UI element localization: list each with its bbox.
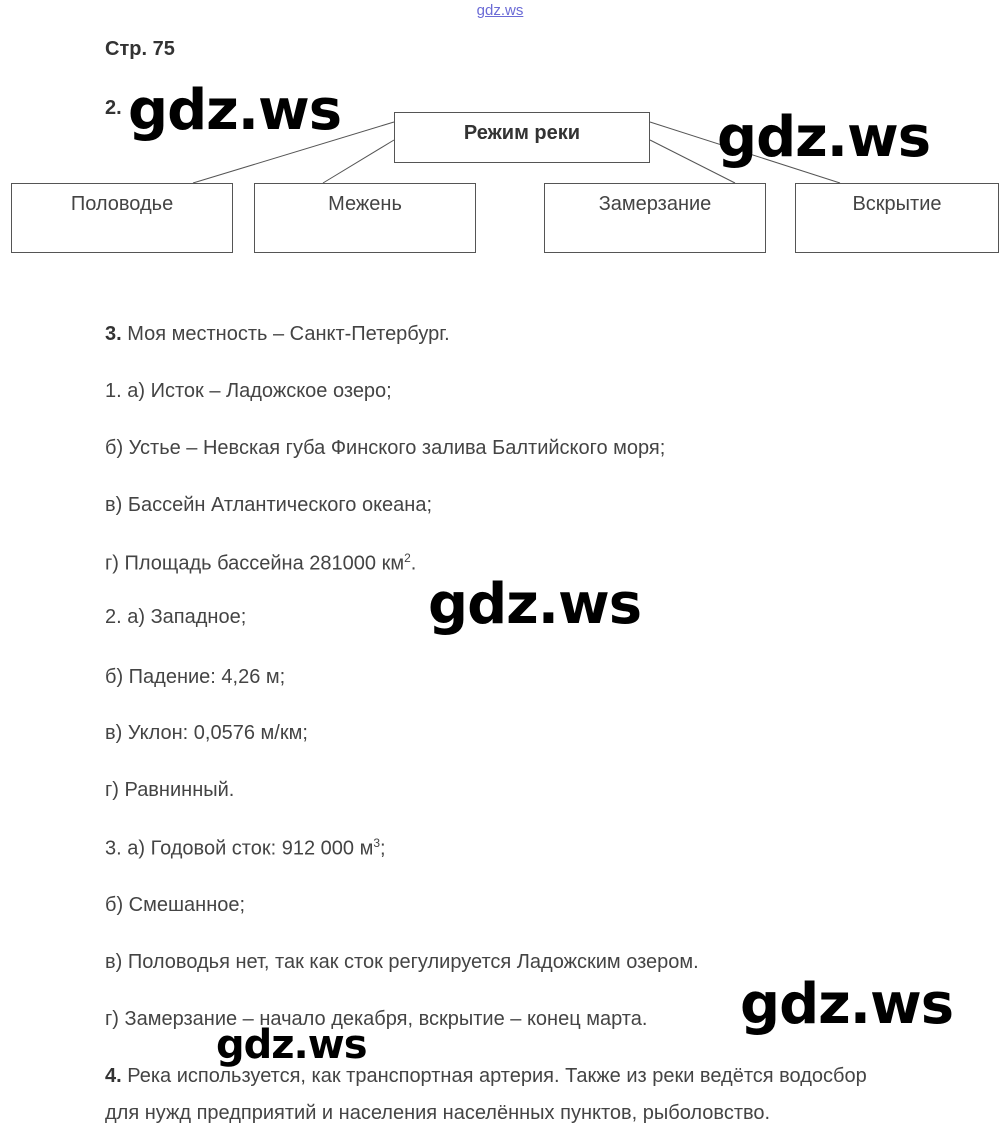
q3-3a: 3. а) Годовой сток: 912 000 м [105,837,374,860]
watermark-5: gdz.ws [216,1022,367,1068]
q3-intro-line [105,323,450,346]
q3-3d: г) Замерзание – начало декабря, вскрытие – конец марта. [105,1008,648,1030]
watermark-4: gdz.ws [740,972,954,1037]
diagram-box-polovodye: Половодье [11,183,233,253]
q3-1d-line [105,551,416,576]
diagram-box-zamerzanie: Замерзание [544,183,766,253]
connector-2 [323,140,394,183]
question-3-number: 3. [105,323,122,345]
q3-1b: б) Устье – Невская губа Финского залива Балтийского моря; [105,437,666,459]
q3-3a-end: ; [380,837,386,860]
watermark-2: gdz.ws [717,105,931,170]
diagram-root-box: Режим реки [394,112,650,163]
q3-1c: в) Бассейн Атлантического океана; [105,494,433,516]
diagram-box-vskrytie: Вскрытие [795,183,999,253]
q3-intro: Моя местность – Санкт-Петербург. [127,323,450,345]
watermark-3: gdz.ws [428,572,642,637]
diagram-box-mezhen: Межень [254,183,476,253]
q3-3c: в) Половодья нет, так как сток регулируется Ладожским озером. [105,951,699,973]
q3-3a-line [105,836,386,861]
q3-2c: в) Уклон: 0,0576 м/км; [105,722,308,744]
q3-1d-end: . [410,552,417,575]
q3-3a-sup: 3 [373,836,381,850]
page-number: Стр. 75 [105,38,175,60]
q3-1a: 1. а) Исток – Ладожское озеро; [105,380,392,402]
q3-2b: б) Падение: 4,26 м; [105,666,286,688]
q3-3b: б) Смешанное; [105,894,246,916]
question-4-number: 4. [105,1065,122,1087]
q4-line-1 [105,1065,867,1088]
q3-1d: г) Площадь бассейна 281000 км [105,552,405,575]
q4-line-2: для нужд предприятий и населения населённых пунктов, рыболовство. [105,1102,771,1124]
q3-2a: 2. а) Западное; [105,606,247,628]
top-watermark-link[interactable]: gdz.ws [476,2,524,19]
q3-2d: г) Равнинный. [105,779,235,801]
q3-1d-sup: 2 [404,551,411,565]
watermark-1: gdz.ws [128,78,342,143]
question-2-number: 2. [105,97,122,119]
q4-text-1: Река используется, как транспортная артерия. Также из реки ведётся водосбор [127,1065,867,1087]
